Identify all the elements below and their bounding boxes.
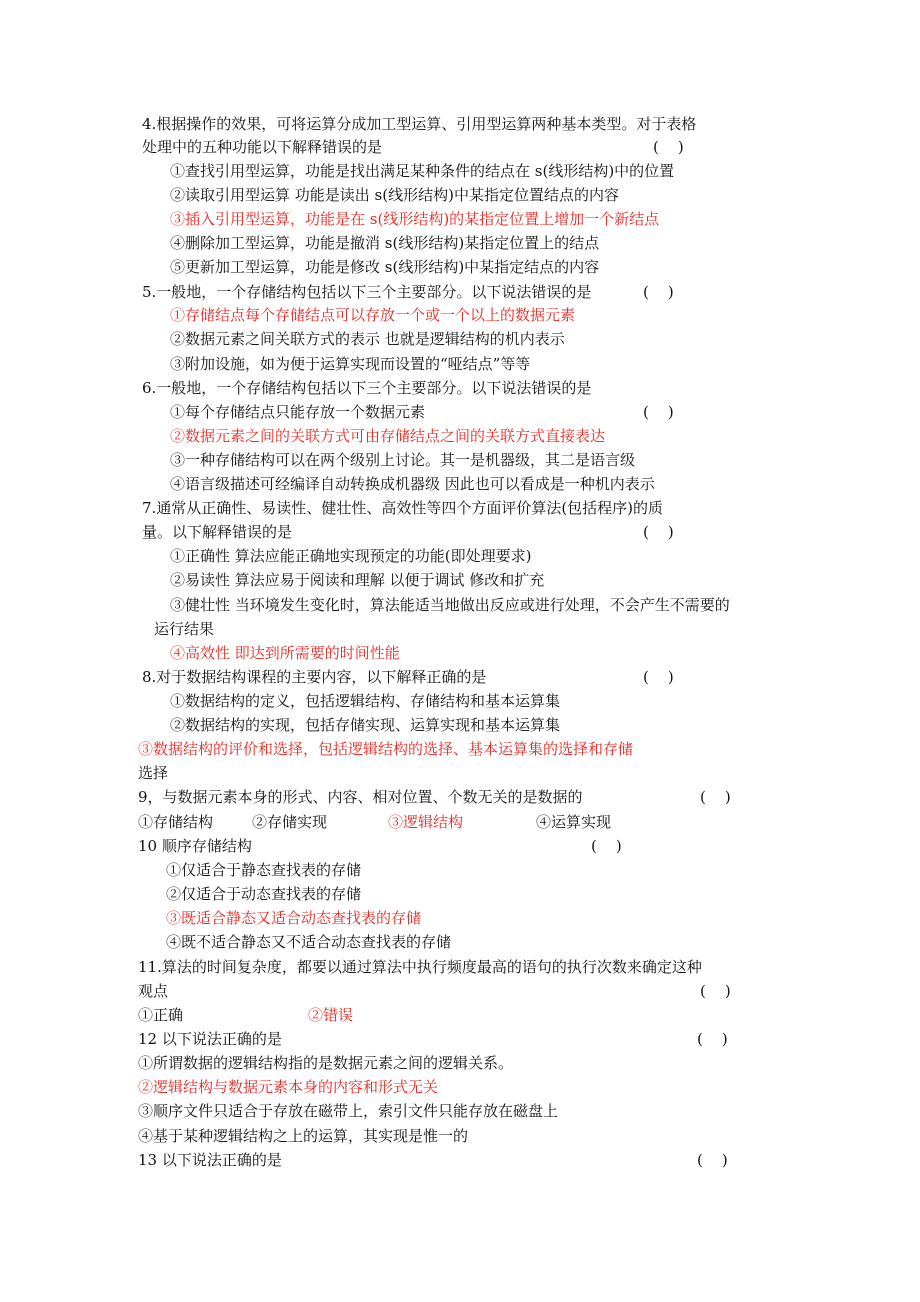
q4-option-1: ①查找引用型运算，功能是找出满足某种条件的结点在 s(线形结构)中的位置 <box>170 162 675 180</box>
q9-stem: 9，与数据元素本身的形式、内容、相对位置、个数无关的是数据的 <box>138 788 583 806</box>
q7-option-3-continued: 运行结果 <box>154 620 215 638</box>
q4-option-2: ②读取引用型运算 功能是读出 s(线形结构)中某指定位置结点的内容 <box>170 186 619 204</box>
q7-answer-blank: ( ) <box>643 523 674 541</box>
q8-option-3-continued: 选择 <box>138 764 169 782</box>
q9-option-2: ②存储实现 <box>252 813 328 831</box>
q4-answer-blank: ( ) <box>653 138 684 156</box>
q12-answer-blank: ( ) <box>697 1030 728 1048</box>
q8-stem: 8.对于数据结构课程的主要内容，以下解释正确的是 <box>142 668 487 686</box>
q6-stem: 6.一般地，一个存储结构包括以下三个主要部分。以下说法错误的是 <box>142 379 592 397</box>
q5-option-3: ③附加设施，如为便于运算实现而设置的“哑结点”等等 <box>170 355 531 373</box>
q7-option-1: ①正确性 算法应能正确地实现预定的功能(即处理要求) <box>170 547 532 565</box>
q8-option-3-answer: ③数据结构的评价和选择，包括逻辑结构的选择、基本运算集的选择和存储 <box>138 740 634 758</box>
q12-stem: 12 以下说法正确的是 <box>138 1030 282 1048</box>
q9-option-1: ①存储结构 <box>138 813 214 831</box>
q4-stem-line2: 处理中的五种功能以下解释错误的是 <box>142 138 383 156</box>
q7-option-2: ②易读性 算法应易于阅读和理解 以便于调试 修改和扩充 <box>170 571 545 589</box>
q6-option-1: ①每个存储结点只能存放一个数据元素 <box>170 403 426 421</box>
q5-stem: 5.一般地，一个存储结构包括以下三个主要部分。以下说法错误的是 <box>142 283 592 301</box>
q10-option-1: ①仅适合于静态查找表的存储 <box>166 861 362 879</box>
q6-option-2-answer: ②数据元素之间的关联方式可由存储结点之间的关联方式直接表达 <box>170 427 606 445</box>
q10-option-3-answer: ③既适合静态又适合动态查找表的存储 <box>166 909 422 927</box>
q7-stem-line1: 7.通常从正确性、易读性、健壮性、高效性等四个方面评价算法(包括程序)的质 <box>142 499 664 517</box>
q4-option-3-answer: ③插入引用型运算，功能是在 s(线形结构)的某指定位置上增加一个新结点 <box>170 210 660 228</box>
q4-option-4: ④删除加工型运算，功能是撤消 s(线形结构)某指定位置上的结点 <box>170 234 600 252</box>
q11-stem-line2: 观点 <box>138 982 169 1000</box>
q5-option-1-answer: ①存储结点每个存储结点可以存放一个或一个以上的数据元素 <box>170 306 576 324</box>
q8-answer-blank: ( ) <box>643 668 674 686</box>
q8-option-2: ②数据结构的实现，包括存储实现、运算实现和基本运算集 <box>170 716 561 734</box>
q6-option-4: ④语言级描述可经编译自动转换成机器级 因此也可以看成是一种机内表示 <box>170 475 655 493</box>
q7-option-4-answer: ④高效性 即达到所需要的时间性能 <box>170 644 400 662</box>
q13-stem: 13 以下说法正确的是 <box>138 1151 282 1169</box>
q11-answer-blank: ( ) <box>700 982 731 1000</box>
q6-option-3: ③一种存储结构可以在两个级别上讨论。其一是机器级，其二是语言级 <box>170 451 636 469</box>
q10-option-4: ④既不适合静态又不适合动态查找表的存储 <box>166 933 452 951</box>
q10-stem: 10 顺序存储结构 <box>138 837 252 855</box>
q13-answer-blank: ( ) <box>697 1151 728 1169</box>
q6-answer-blank: ( ) <box>643 403 674 421</box>
q12-option-2-answer: ②逻辑结构与数据元素本身的内容和形式无关 <box>138 1078 439 1096</box>
q12-option-3: ③顺序文件只适合于存放在磁带上，索引文件只能存放在磁盘上 <box>138 1102 559 1120</box>
q10-answer-blank: ( ) <box>591 837 622 855</box>
q5-option-2: ②数据元素之间关联方式的表示 也就是逻辑结构的机内表示 <box>170 330 565 348</box>
q11-option-2-answer: ②错误 <box>308 1006 354 1024</box>
q8-option-1: ①数据结构的定义，包括逻辑结构、存储结构和基本运算集 <box>170 692 561 710</box>
q11-stem-line1: 11.算法的时间复杂度，都要以通过算法中执行频度最高的语句的执行次数来确定这种 <box>138 958 702 976</box>
q9-option-4: ④运算实现 <box>536 813 612 831</box>
q9-answer-blank: ( ) <box>700 788 731 806</box>
q12-option-1: ①所谓数据的逻辑结构指的是数据元素之间的逻辑关系。 <box>138 1054 514 1072</box>
q11-option-1: ①正确 <box>138 1006 184 1024</box>
q7-stem-line2: 量。以下解释错误的是 <box>142 523 293 541</box>
q4-option-5: ⑤更新加工型运算，功能是修改 s(线形结构)中某指定结点的内容 <box>170 258 600 276</box>
q7-option-3: ③健壮性 当环境发生变化时，算法能适当地做出反应或进行处理，不会产生不需要的 <box>170 596 730 614</box>
q9-option-3-answer: ③逻辑结构 <box>388 813 464 831</box>
q12-option-4: ④基于某种逻辑结构之上的运算，其实现是惟一的 <box>138 1127 469 1145</box>
q4-stem-line1: 4.根据操作的效果，可将运算分成加工型运算、引用型运算两种基本类型。对于表格 <box>142 115 697 133</box>
q5-answer-blank: ( ) <box>643 283 674 301</box>
q10-option-2: ②仅适合于动态查找表的存储 <box>166 885 362 903</box>
